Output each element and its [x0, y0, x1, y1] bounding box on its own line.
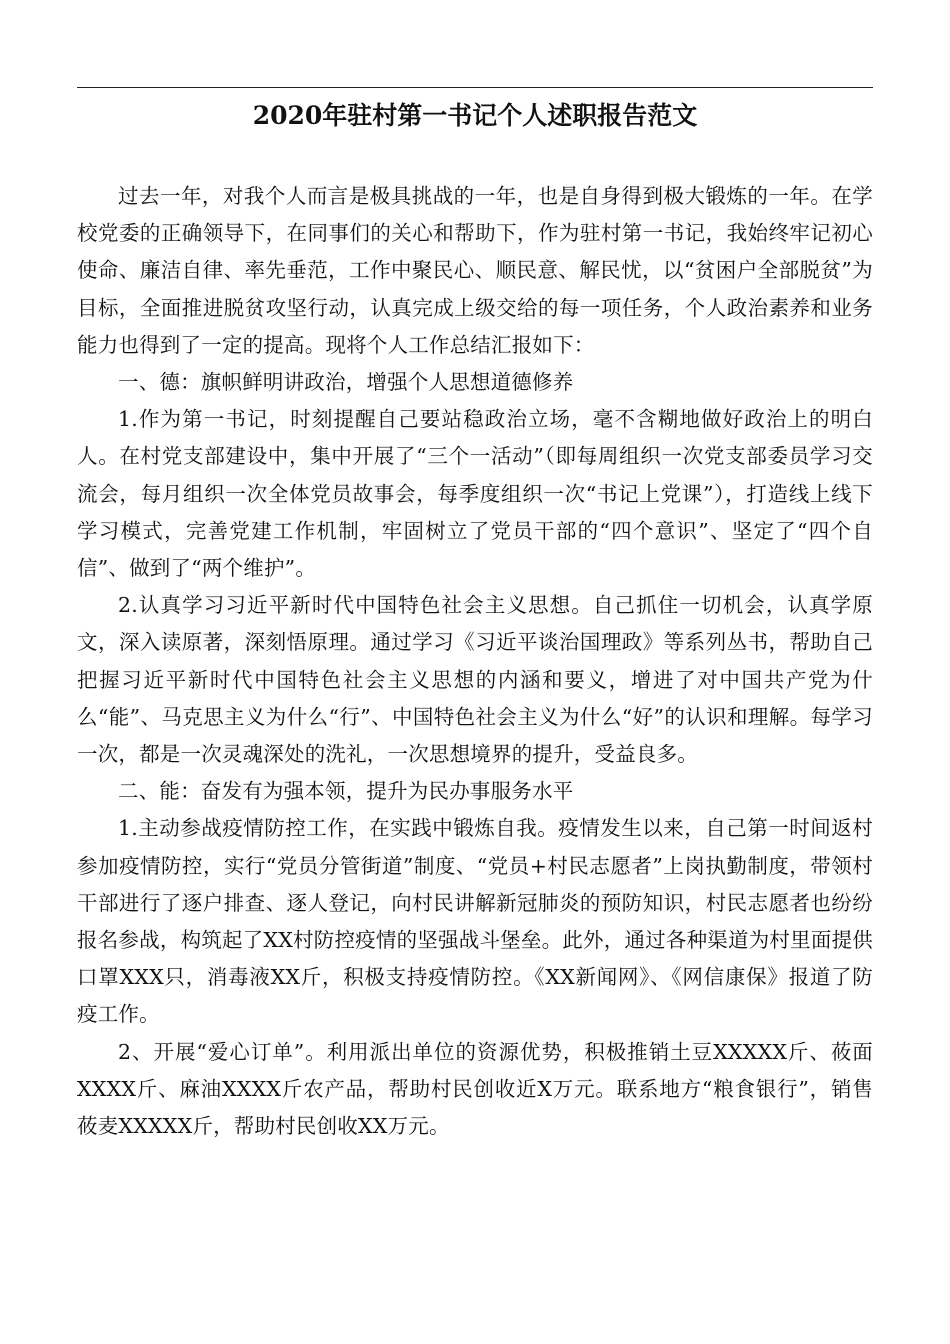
paragraph-intro: 过去一年，对我个人而言是极具挑战的一年，也是自身得到极大锻炼的一年。在学校党委的正确领导下，在同事们的关心和帮助下，作为驻村第一书记，我始终牢记初心使命、廉洁自律、率先垂范，工作中聚民心、顺民意、解民忧，以“贫困户全部脱贫”为目标，全面推进脱贫攻坚行动，认真完成上级交给的每一项任务，个人政治素养和业务能力也得到了一定的提高。现将个人工作总结汇报如下：: [77, 184, 873, 357]
document-body: [77, 178, 873, 1145]
paragraph-ability-1: 1.主动参战疫情防控工作，在实践中锻炼自我。疫情发生以来，自己第一时间返村参加疫情防控，实行“党员分管街道”制度、“党员+村民志愿者”上岗执勤制度，带领村干部进行了逐户排查、逐人登记，向村民讲解新冠肺炎的预防知识，村民志愿者也纷纷报名参战，构筑起了XX村防控疫情的坚强战斗堡垒。此外，通过各种渠道为村里面提供口罩XXX只，消毒液XX斤，积极支持疫情防控。《XX新闻网》、《网信康保》报道了防疫工作。: [77, 816, 873, 1027]
paragraph-ability-2: 2、开展“爱心订单”。利用派出单位的资源优势，积极推销土豆XXXXX斤、莜面XXXX斤、麻油XXXX斤农产品，帮助村民创收近X万元。联系地方“粮食银行”，销售莜麦XXXXX斤，帮助村民创收XX万元。: [77, 1039, 873, 1139]
header-rule: [77, 87, 873, 88]
section-heading-ability: 二、能：奋发有为强本领，提升为民办事服务水平: [118, 779, 574, 804]
section-heading-virtue: 一、德：旗帜鲜明讲政治，增强个人思想道德修养: [118, 370, 574, 395]
paragraph-virtue-2: 2.认真学习习近平新时代中国特色社会主义思想。自己抓住一切机会，认真学原文，深入读原著，深刻悟原理。通过学习《习近平谈治国理政》等系列丛书，帮助自己把握习近平新时代中国特色社会主义思想的内涵和要义，增进了对中国共产党为什么“能”、马克思主义为什么“行”、中国特色社会主义为什么“好”的认识和理解。每学习一次，都是一次灵魂深处的洗礼，一次思想境界的提升，受益良多。: [77, 593, 873, 767]
document-title: 2020年驻村第一书记个人述职报告范文: [252, 101, 698, 130]
paragraph-virtue-1: 1.作为第一书记，时刻提醒自己要站稳政治立场，毫不含糊地做好政治上的明白人。在村党支部建设中，集中开展了“三个一活动”（即每周组织一次党支部委员学习交流会，每月组织一次全体党员故事会，每季度组织一次“书记上党课”），打造线上线下学习模式，完善党建工作机制，牢固树立了党员干部的“四个意识”、坚定了“四个自信”、做到了“两个维护”。: [77, 407, 873, 581]
